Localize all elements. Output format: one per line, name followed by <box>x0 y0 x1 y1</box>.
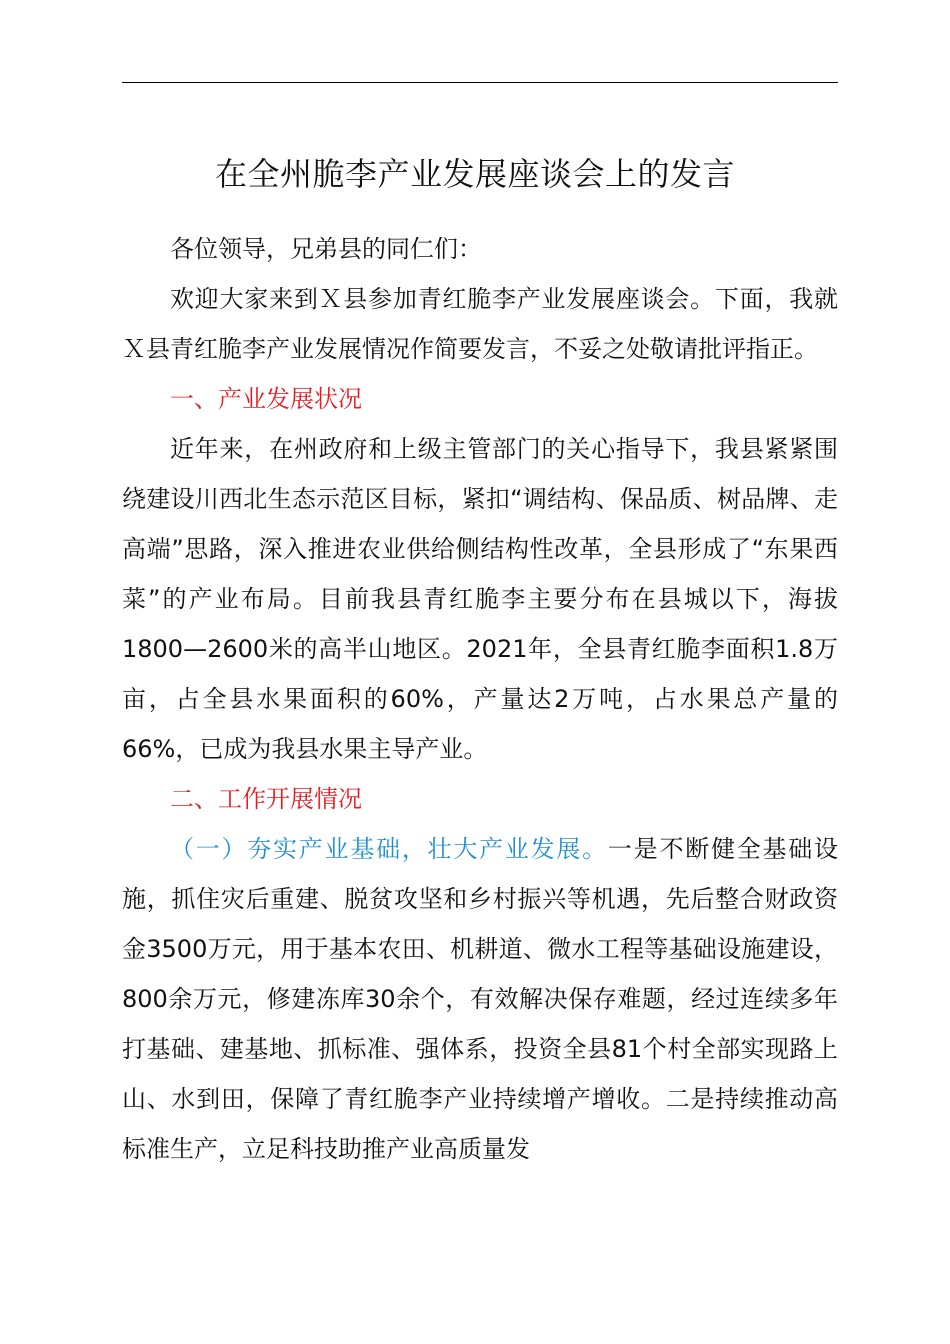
section-heading-1: 一、产业发展状况 <box>170 385 362 413</box>
header-rule <box>122 82 838 83</box>
section-2-paragraph <box>122 824 838 1174</box>
subheading-1: （一）夯实产业基础，壮大产业发展。 <box>170 835 608 863</box>
page-title: 在全州脆李产业发展座谈会上的发言 <box>214 155 735 193</box>
section-heading-2: 二、工作开展情况 <box>170 785 362 813</box>
document-body <box>122 224 838 1174</box>
intro-paragraph: 欢迎大家来到Ｘ县参加青红脆李产业发展座谈会。下面，我就Ｘ县青红脆李产业发展情况作简要发言，不妥之处敬请批评指正。 <box>122 285 838 363</box>
subsection-1-text: 一是不断健全基础设施，抓住灾后重建、脱贫攻坚和乡村振兴等机遇，先后整合财政资金3500万元，用于基本农田、机耕道、微水工程等基础设施建设，800余万元，修建冻库30余个，有效解决保存难题，经过连续多年打基础、建基地、抓标准、强体系，投资全县81个村全部实现路上山、水到田，保障了青红脆李产业持续增产增收。二是持续推动高标准生产，立足科技助推产业高质量发 <box>122 835 839 1163</box>
section-1-paragraph: 近年来，在州政府和上级主管部门的关心指导下，我县紧紧围绕建设川西北生态示范区目标，紧扣“调结构、保品质、树品牌、走高端”思路，深入推进农业供给侧结构性改革，全县形成了“东果西菜”的产业布局。目前我县青红脆李主要分布在县城以下，海拔1800—2600米的高半山地区。2021年，全县青红脆李面积1.8万亩，占全县水果面积的60%，产量达2万吨，占水果总产量的66%，已成为我县水果主导产业。 <box>122 435 838 763</box>
greeting: 各位领导，兄弟县的同仁们： <box>170 235 482 263</box>
